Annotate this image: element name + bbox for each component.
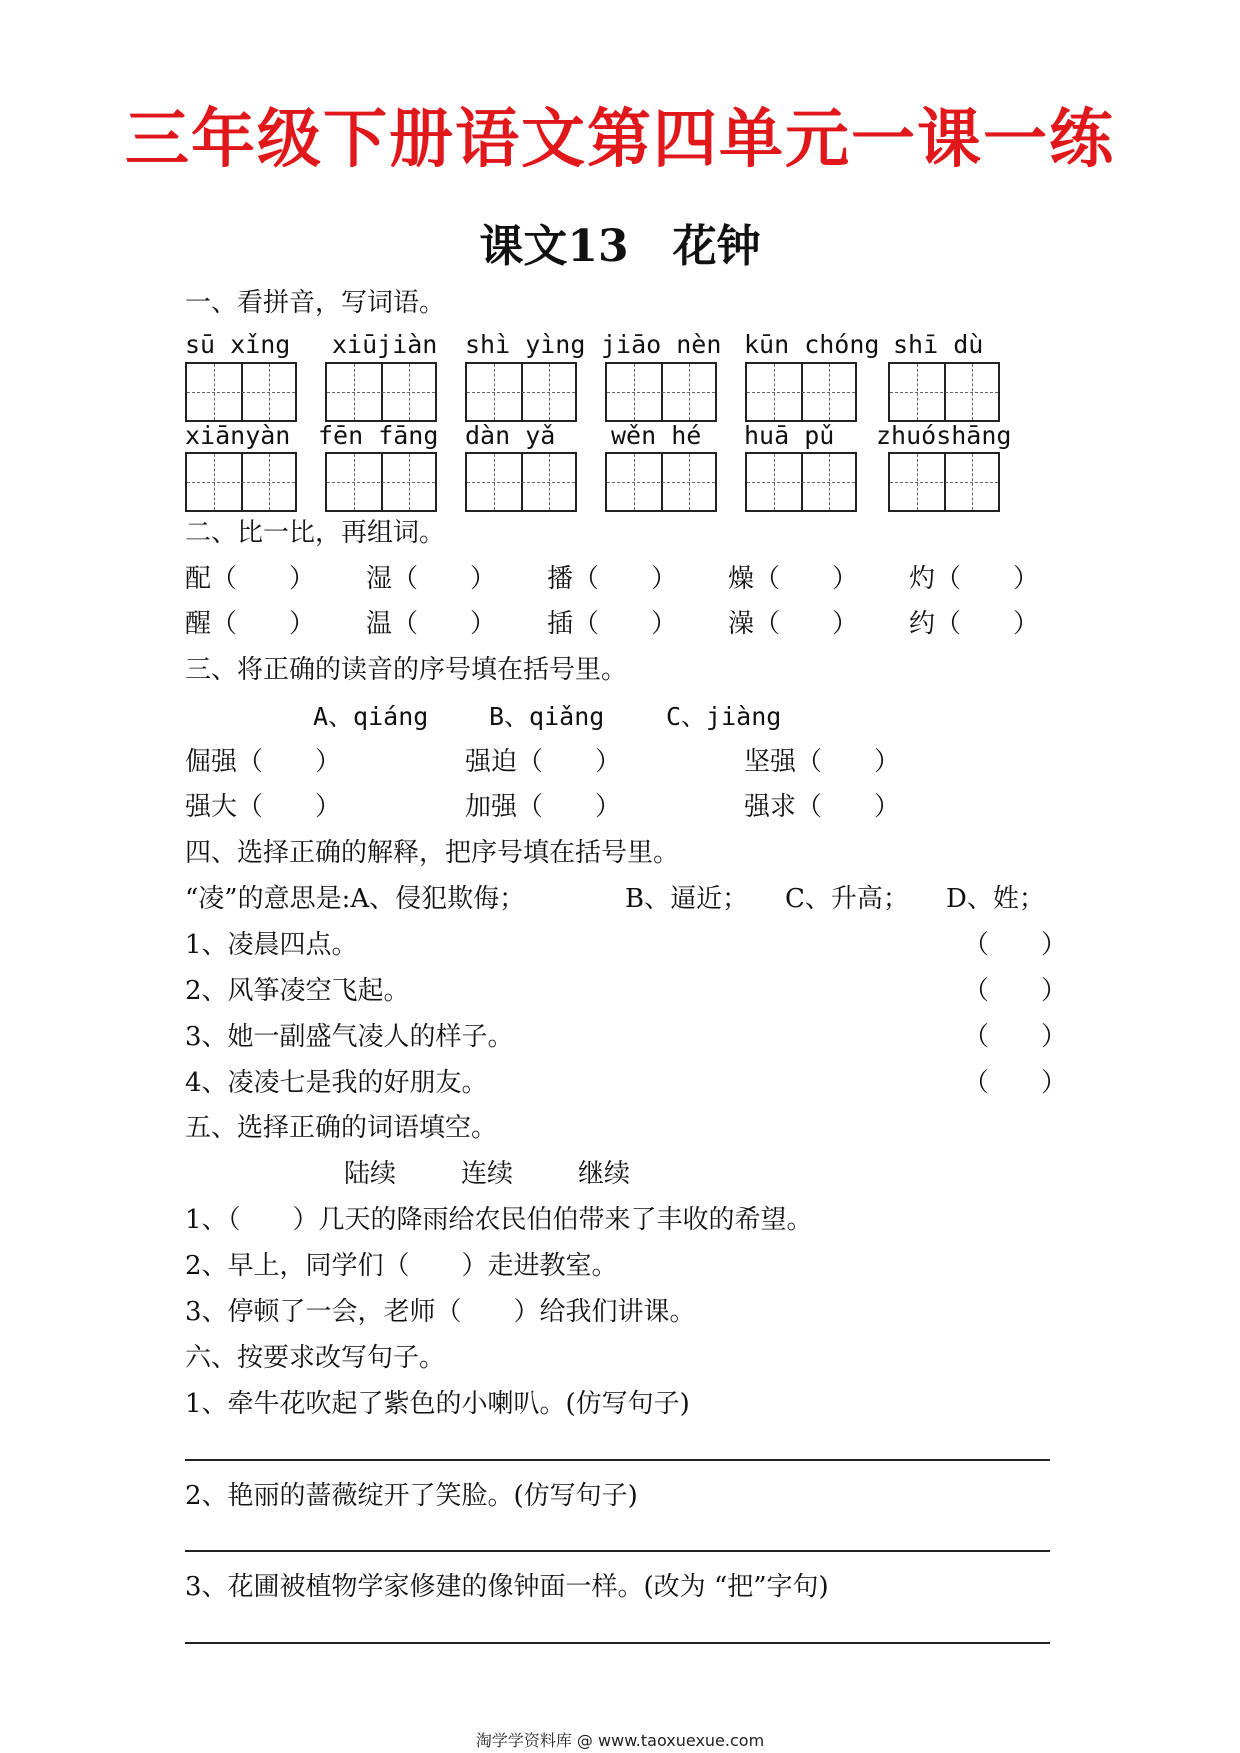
lesson-title: 课文13 花钟 [479,221,761,272]
compare-item: 燥（ ） [728,564,859,594]
writing-box[interactable] [465,362,577,422]
compare-item: 灼（ ） [909,564,1040,594]
section-1-heading: 一、看拼音，写词语。 [185,288,446,318]
section-5-heading: 五、选择正确的词语填空。 [185,1113,498,1143]
compare-item: 醒（ ） [185,609,316,639]
compare-item: 温（ ） [366,609,497,639]
option-c: C、jiàng [666,702,782,731]
footer-watermark: 淘学学资料库 @ www.taoxuexue.com [475,1731,765,1750]
meaning-question: 1、凌晨四点。 [185,930,358,960]
option-b: B、qiǎng [489,702,605,731]
section-2-heading: 二、比一比，再组词。 [185,518,446,548]
word-option: 连续 [461,1159,514,1189]
meaning-question: 2、风筝凌空飞起。 [185,976,410,1006]
pinyin-label: huā pǔ [744,421,835,450]
meaning-c: C、升高； [785,884,909,914]
writing-box[interactable] [185,452,297,512]
pinyin-label: shī dù [893,330,984,359]
writing-box[interactable] [888,452,1000,512]
answer-blank[interactable]: （ ） [963,1022,1068,1052]
writing-box[interactable] [325,452,437,512]
pinyin-label: shì yìng [465,330,586,359]
rewrite-question: 2、艳丽的蔷薇绽开了笑脸。(仿写句子) [185,1481,638,1511]
writing-box[interactable] [745,452,857,512]
answer-blank[interactable]: （ ） [963,1068,1068,1098]
pronunciation-item: 坚强（ ） [744,747,901,777]
pronunciation-item: 强大（ ） [185,792,342,822]
meaning-label: “凌”的意思是:A、侵犯欺侮； [185,884,526,914]
answer-blank[interactable]: （ ） [963,930,1068,960]
fill-question: 3、停顿了一会，老师（ ）给我们讲课。 [185,1297,696,1327]
answer-line[interactable] [185,1459,1050,1461]
compare-item: 澡（ ） [728,609,859,639]
writing-box[interactable] [465,452,577,512]
writing-box[interactable] [325,362,437,422]
compare-item: 配（ ） [185,564,316,594]
pinyin-label: xiūjiàn [332,330,438,359]
answer-line[interactable] [185,1642,1050,1644]
fill-question: 1、（ ）几天的降雨给农民伯伯带来了丰收的希望。 [185,1205,813,1235]
pinyin-label: kūn chóng [744,330,880,359]
meaning-question: 3、她一副盛气凌人的样子。 [185,1022,514,1052]
meaning-d: D、姓； [946,884,1045,914]
section-3-heading: 三、将正确的读音的序号填在括号里。 [185,655,628,685]
pronunciation-item: 倔强（ ） [185,747,342,777]
pinyin-label: jiāo nèn [601,330,722,359]
document-title: 三年级下册语文第四单元一课一练 [125,102,1115,177]
meaning-b: B、逼近； [625,884,749,914]
section-4-heading: 四、选择正确的解释，把序号填在括号里。 [185,838,680,868]
answer-line[interactable] [185,1550,1050,1552]
word-option: 陆续 [344,1159,397,1189]
pinyin-label: zhuóshāng [876,421,1012,450]
pronunciation-item: 强求（ ） [744,792,901,822]
pinyin-label: dàn yǎ [465,421,556,450]
writing-box[interactable] [745,362,857,422]
writing-box[interactable] [185,362,297,422]
fill-question: 2、早上，同学们（ ）走进教室。 [185,1251,618,1281]
pinyin-label: wěn hé [611,421,702,450]
pronunciation-item: 强迫（ ） [465,747,622,777]
pinyin-label: sū xǐng [185,330,291,359]
writing-box[interactable] [605,452,717,512]
word-option: 继续 [578,1159,631,1189]
compare-item: 湿（ ） [366,564,497,594]
section-6-heading: 六、按要求改写句子。 [185,1343,446,1373]
writing-box[interactable] [605,362,717,422]
pinyin-label: fēn fāng [318,421,439,450]
answer-blank[interactable]: （ ） [963,976,1068,1006]
writing-box[interactable] [888,362,1000,422]
pinyin-label: xiānyàn [185,421,291,450]
compare-item: 播（ ） [547,564,678,594]
rewrite-question: 3、花圃被植物学家修建的像钟面一样。(改为 “把”字句) [185,1572,829,1602]
compare-item: 插（ ） [547,609,678,639]
compare-item: 约（ ） [909,609,1040,639]
rewrite-question: 1、牵牛花吹起了紫色的小喇叭。(仿写句子) [185,1389,690,1419]
meaning-question: 4、凌凌七是我的好朋友。 [185,1068,488,1098]
pronunciation-item: 加强（ ） [465,792,622,822]
option-a: A、qiáng [313,702,429,731]
